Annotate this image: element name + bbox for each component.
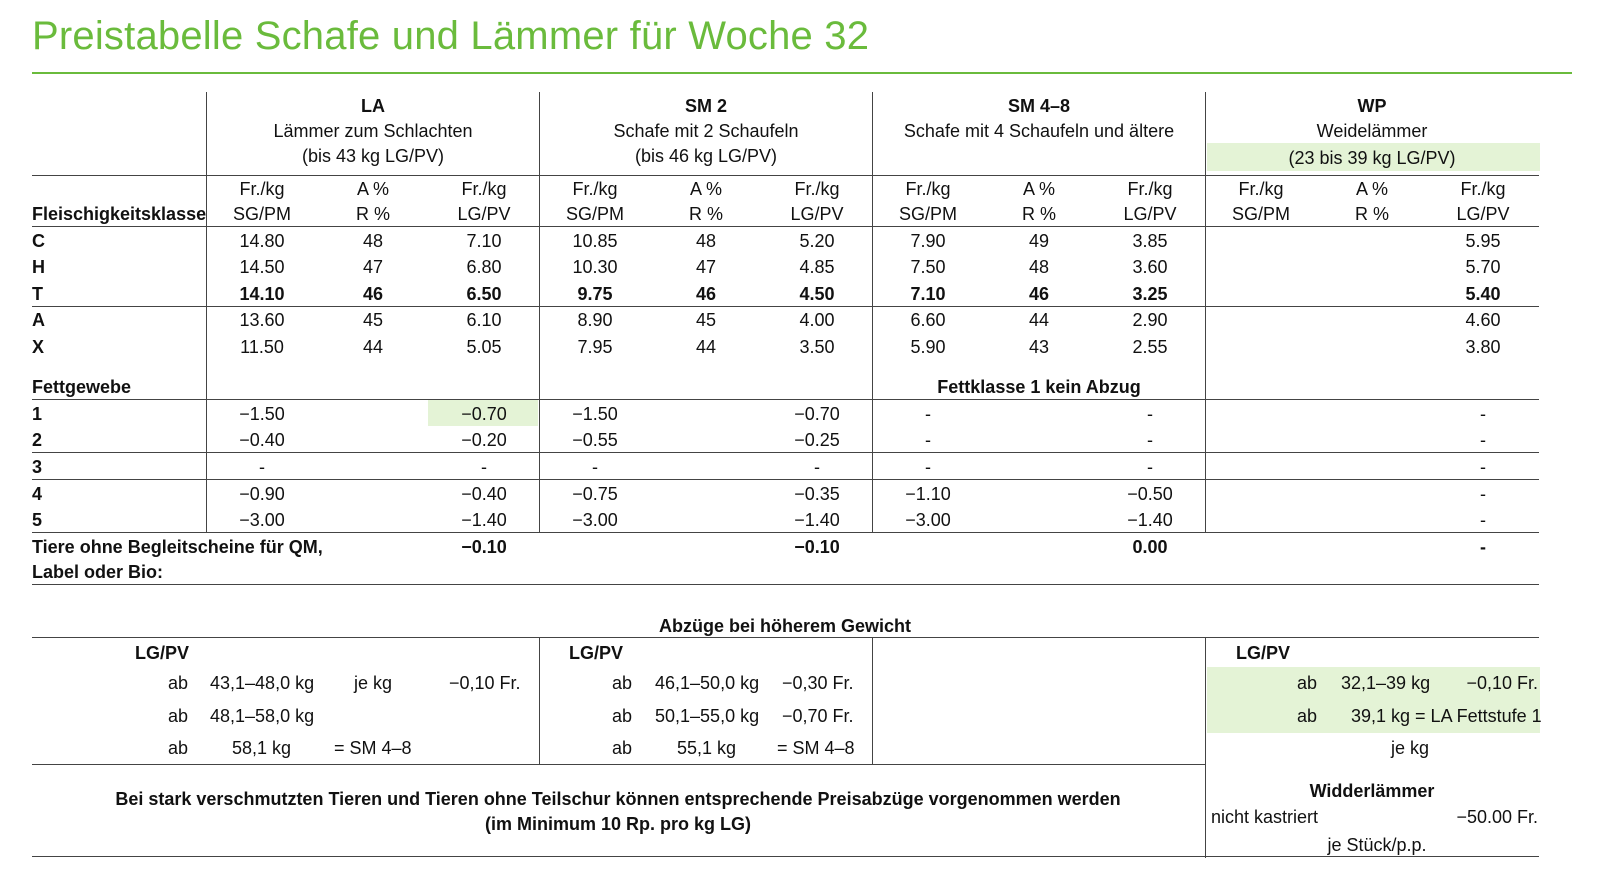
class-label: X (32, 337, 45, 357)
divider-h (32, 399, 1539, 400)
subheader: R % (688, 204, 724, 224)
price-cell: 3.85 (1132, 231, 1168, 251)
price-cell: 5.05 (466, 337, 502, 357)
fat-label: 2 (32, 430, 43, 450)
abzug-range: 48,1–58,0 kg (210, 706, 315, 726)
subheader: SG/PM (232, 204, 292, 224)
fat-cell: - (259, 457, 265, 477)
widder-value: −50.00 Fr. (1456, 807, 1538, 827)
abzug-ab: ab (1297, 706, 1318, 726)
fat-cell: - (1147, 404, 1153, 424)
subheader: Fr./kg (461, 179, 507, 199)
divider-h (32, 479, 1539, 480)
subheader: LG/PV (1456, 204, 1510, 224)
divider-v (1205, 92, 1206, 532)
price-cell: 14.80 (239, 231, 285, 251)
subheader: Fr./kg (1460, 179, 1506, 199)
abzug-ab: ab (168, 673, 189, 693)
abzug-lgpv-label: LG/PV (569, 643, 624, 663)
price-cell: 3.60 (1132, 257, 1168, 277)
fat-cell: −3.00 (905, 510, 951, 530)
subheader: LG/PV (790, 204, 844, 224)
price-cell: 11.50 (240, 337, 284, 357)
fat-cell: - (814, 457, 820, 477)
ohne-begleit-la: −0.10 (461, 537, 507, 557)
abzug-ab: ab (612, 706, 633, 726)
price-cell: 10.30 (572, 257, 618, 277)
divider-v (206, 92, 207, 532)
price-cell: 6.10 (466, 310, 502, 330)
ohne-begleit-sm2: −0.10 (794, 537, 840, 557)
price-cell: 47 (695, 257, 717, 277)
price-cell: 45 (695, 310, 717, 330)
divider-v (1205, 638, 1206, 858)
price-cell: 4.60 (1465, 310, 1501, 330)
fat-cell: −0.70 (461, 404, 507, 424)
note-line: (im Minimum 10 Rp. pro kg LG) (484, 814, 752, 834)
price-cell: 6.50 (466, 284, 502, 304)
subheader: SG/PM (565, 204, 625, 224)
price-cell: 2.90 (1132, 310, 1168, 330)
price-cell: 7.10 (466, 231, 502, 251)
price-cell: 8.90 (577, 310, 613, 330)
abzug-range: 39,1 kg = LA Fettstufe 1 (1351, 706, 1542, 726)
fat-label: 5 (32, 510, 43, 530)
group-weight: (bis 43 kg LG/PV) (301, 146, 445, 166)
abzug-value: −0,10 Fr. (449, 673, 521, 693)
price-cell: 46 (1028, 284, 1050, 304)
abzug-range: 43,1–48,0 kg (210, 673, 315, 693)
group-weight: (23 bis 39 kg LG/PV) (1288, 148, 1456, 168)
divider-h (32, 637, 1539, 638)
group-desc: Schafe mit 2 Schaufeln (613, 121, 799, 141)
price-cell: 7.95 (577, 337, 613, 357)
subheader: LG/PV (457, 204, 511, 224)
price-cell: 5.95 (1465, 231, 1501, 251)
divider-h (32, 856, 1539, 857)
subheader: A % (356, 179, 390, 199)
price-cell: 14.50 (239, 257, 285, 277)
fat-cell: −1.50 (572, 404, 618, 424)
abzug-value: −0,70 Fr. (782, 706, 854, 726)
fat-cell: −0.70 (794, 404, 840, 424)
fat-cell: −0.35 (794, 484, 840, 504)
subheader: Fr./kg (905, 179, 951, 199)
abzug-range: 32,1–39 kg (1341, 673, 1431, 693)
divider-h (32, 175, 1539, 176)
abzug-ab: ab (612, 673, 633, 693)
divider-h (32, 532, 1539, 533)
price-cell: 6.80 (466, 257, 502, 277)
fat-cell: −1.40 (461, 510, 507, 530)
fat-cell: −0.50 (1127, 484, 1173, 504)
group-code: SM 2 (684, 96, 728, 116)
divider-v (872, 92, 873, 532)
price-cell: 48 (1028, 257, 1050, 277)
group-desc: Schafe mit 4 Schaufeln und ältere (903, 121, 1175, 141)
subheader: SG/PM (1231, 204, 1291, 224)
class-label: T (32, 284, 43, 304)
price-cell: 47 (362, 257, 384, 277)
price-cell: 3.25 (1132, 284, 1168, 304)
price-cell: 9.75 (577, 284, 613, 304)
price-cell: 44 (362, 337, 384, 357)
abzug-value: −0,30 Fr. (782, 673, 854, 693)
price-cell: 3.80 (1465, 337, 1501, 357)
abzuege-title: Abzüge bei höherem Gewicht (658, 616, 912, 636)
group-desc: Lämmer zum Schlachten (273, 121, 473, 141)
price-cell: 5.40 (1465, 284, 1501, 304)
price-cell: 14.10 (239, 284, 285, 304)
price-cell: 4.00 (799, 310, 835, 330)
abzug-range: 46,1–50,0 kg (655, 673, 760, 693)
label-fleischigkeit: Fleischigkeitsklasse (32, 204, 207, 224)
ohne-begleit-wp: - (1480, 537, 1486, 557)
abzug-ab: ab (612, 738, 633, 758)
price-cell: 10.85 (572, 231, 618, 251)
fettklasse-note: Fettklasse 1 kein Abzug (937, 377, 1141, 397)
subheader: R % (355, 204, 391, 224)
abzug-ab: ab (1297, 673, 1318, 693)
divider-v (872, 638, 873, 764)
price-cell: 5.20 (799, 231, 835, 251)
group-desc: Weidelämmer (1316, 121, 1428, 141)
divider-h (32, 764, 1205, 765)
subheader: A % (1355, 179, 1389, 199)
widder-unit: je Stück/p.p. (1327, 835, 1427, 855)
subheader: R % (1354, 204, 1390, 224)
fat-cell: - (925, 430, 931, 450)
abzug-lgpv-label: LG/PV (1236, 643, 1291, 663)
abzug-value: = SM 4–8 (777, 738, 855, 758)
fat-cell: - (925, 404, 931, 424)
fat-cell: - (1147, 457, 1153, 477)
fat-label: 3 (32, 457, 43, 477)
abzug-ab: ab (168, 738, 189, 758)
price-cell: 7.10 (910, 284, 946, 304)
price-cell: 49 (1028, 231, 1050, 251)
group-code: LA (361, 96, 385, 116)
fat-cell: −0.25 (794, 430, 840, 450)
fat-cell: −0.75 (572, 484, 618, 504)
price-cell: 44 (695, 337, 717, 357)
fat-cell: −0.40 (461, 484, 507, 504)
fat-label: 4 (32, 484, 43, 504)
price-cell: 5.90 (910, 337, 946, 357)
fat-cell: - (481, 457, 487, 477)
abzug-unit: = SM 4–8 (334, 738, 412, 758)
widder-label: nicht kastriert (1211, 807, 1319, 827)
abzug-lgpv-label: LG/PV (135, 643, 190, 663)
fat-label: 1 (32, 404, 43, 424)
label-fettgewebe: Fettgewebe (32, 377, 132, 397)
price-cell: 13.60 (239, 310, 285, 330)
ohne-begleit-label: Tiere ohne Begleitscheine für QM, (32, 537, 323, 557)
ohne-begleit-label: Label oder Bio: (32, 562, 164, 582)
subheader: Fr./kg (794, 179, 840, 199)
fat-cell: - (1480, 404, 1486, 424)
abzug-unit: je kg (354, 673, 393, 693)
price-cell: 7.90 (910, 231, 946, 251)
fat-cell: - (1480, 430, 1486, 450)
price-cell: 4.85 (799, 257, 835, 277)
subheader: LG/PV (1123, 204, 1177, 224)
divider-v (539, 92, 540, 532)
abzug-unit: je kg (1390, 738, 1430, 758)
divider-h (32, 306, 1539, 307)
fat-cell: −1.10 (905, 484, 951, 504)
class-label: H (32, 257, 45, 277)
subheader: A % (689, 179, 723, 199)
subheader: Fr./kg (1238, 179, 1284, 199)
price-cell: 46 (362, 284, 384, 304)
divider-v (539, 638, 540, 764)
price-cell: 46 (695, 284, 717, 304)
price-cell: 4.50 (799, 284, 835, 304)
price-cell: 6.60 (910, 310, 946, 330)
subheader: Fr./kg (1127, 179, 1173, 199)
class-label: A (32, 310, 45, 330)
abzug-ab: ab (168, 706, 189, 726)
page-title: Preistabelle Schafe und Lämmer für Woche 32 (32, 14, 870, 58)
fat-cell: - (1480, 457, 1486, 477)
class-label: C (32, 231, 45, 251)
fat-cell: −3.00 (239, 510, 285, 530)
abzug-range: 58,1 kg (232, 738, 292, 758)
fat-cell: −1.50 (239, 404, 285, 424)
abzug-range: 55,1 kg (677, 738, 737, 758)
fat-cell: −3.00 (572, 510, 618, 530)
group-weight: (bis 46 kg LG/PV) (634, 146, 778, 166)
price-cell: 2.55 (1132, 337, 1168, 357)
price-cell: 44 (1028, 310, 1050, 330)
price-cell: 48 (695, 231, 717, 251)
group-code: WP (1357, 96, 1387, 116)
subheader: Fr./kg (572, 179, 618, 199)
subheader: R % (1021, 204, 1057, 224)
fat-cell: - (592, 457, 598, 477)
price-cell: 43 (1028, 337, 1050, 357)
price-cell: 45 (362, 310, 384, 330)
fat-cell: −1.40 (794, 510, 840, 530)
subheader: SG/PM (898, 204, 958, 224)
divider-h (32, 226, 1539, 227)
price-cell: 7.50 (910, 257, 946, 277)
subheader: A % (1022, 179, 1056, 199)
fat-cell: −0.55 (572, 430, 618, 450)
fat-cell: - (1480, 510, 1486, 530)
abzug-value: −0,10 Fr. (1466, 673, 1538, 693)
fat-cell: - (925, 457, 931, 477)
abzug-range: 50,1–55,0 kg (655, 706, 760, 726)
price-cell: 5.70 (1465, 257, 1501, 277)
price-cell: 48 (362, 231, 384, 251)
group-code: SM 4–8 (1007, 96, 1071, 116)
price-cell: 3.50 (799, 337, 835, 357)
divider-h (32, 584, 1539, 585)
widder-title: Widderlämmer (1309, 781, 1435, 801)
fat-cell: −0.90 (239, 484, 285, 504)
fat-cell: - (1147, 430, 1153, 450)
title-rule (32, 72, 1572, 74)
ohne-begleit-sm48: 0.00 (1132, 537, 1168, 557)
subheader: Fr./kg (239, 179, 285, 199)
fat-cell: - (1480, 484, 1486, 504)
note-line: Bei stark verschmutzten Tieren und Tieren ohne Teilschur können entsprechende Preisabzüge vorgenommen werden (115, 789, 1121, 809)
fat-cell: −0.20 (461, 430, 507, 450)
divider-h (32, 452, 1539, 453)
fat-cell: −0.40 (239, 430, 285, 450)
fat-cell: −1.40 (1127, 510, 1173, 530)
